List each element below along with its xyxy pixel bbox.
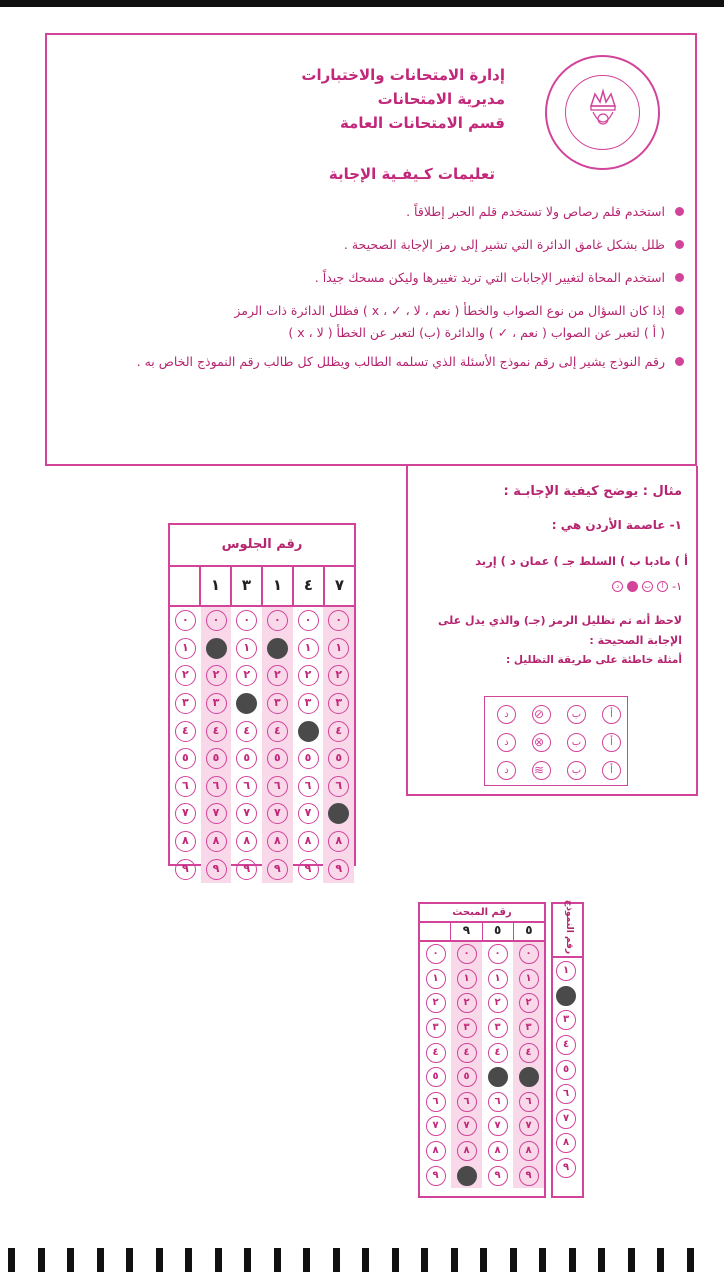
seat-bubble[interactable]: ٥ xyxy=(206,748,227,769)
seat-bubble[interactable]: ٢ xyxy=(328,665,349,686)
instruction-item: إذا كان السؤال من نوع الصواب والخطأ ( نعم ، لا ، ✓ ، x ) فظلل الدائرة ذات الرمز xyxy=(67,294,687,327)
research-bubble[interactable]: ٠ xyxy=(488,944,508,964)
research-digit-cell: ٥ xyxy=(482,921,513,940)
research-digit-cell: ٩ xyxy=(450,921,481,940)
seat-bubble[interactable]: ٩ xyxy=(206,859,227,880)
seat-bubble[interactable] xyxy=(298,721,319,742)
wrong-example-bubble xyxy=(532,761,551,780)
seat-bubble[interactable]: ٢ xyxy=(298,665,319,686)
wrong-mark-icon: ⊘ xyxy=(534,707,545,721)
seat-bubble[interactable]: ٣ xyxy=(267,693,288,714)
wrong-example-bubble: أ xyxy=(602,761,621,780)
wrong-example-row xyxy=(497,733,621,752)
timing-marks xyxy=(8,1248,694,1272)
instructions-box xyxy=(45,33,697,466)
wrong-example-bubble xyxy=(532,705,551,724)
seat-bubble[interactable]: ٠ xyxy=(206,610,227,631)
seat-bubble[interactable]: ١ xyxy=(298,638,319,659)
seat-bubble[interactable]: ٢ xyxy=(206,665,227,686)
wrong-example-bubble: أ xyxy=(602,705,621,724)
seat-bubble[interactable]: ٦ xyxy=(206,776,227,797)
seat-bubble[interactable]: ٦ xyxy=(175,776,196,797)
research-bubble[interactable]: ٤ xyxy=(457,1043,477,1063)
timing-mark xyxy=(215,1248,222,1272)
example-answer-label: ١- xyxy=(672,580,682,593)
wrong-mark-icon: ⊗ xyxy=(534,735,545,749)
research-bubble-column xyxy=(482,942,513,1188)
instructions-list xyxy=(67,195,687,378)
seat-bubble[interactable]: ٥ xyxy=(267,748,288,769)
model-bubble[interactable]: ٧ xyxy=(556,1109,576,1129)
seat-digit-cell: ١ xyxy=(199,565,230,605)
example-question: ١- عاصمة الأردن هي : xyxy=(551,518,682,532)
seat-bubble[interactable]: ٠ xyxy=(236,610,257,631)
answer-bubble[interactable] xyxy=(627,581,638,592)
research-bubble[interactable]: ١ xyxy=(426,969,446,989)
research-bubble[interactable]: ٦ xyxy=(426,1092,446,1112)
research-bubble[interactable]: ٨ xyxy=(488,1141,508,1161)
seat-bubble[interactable]: ٩ xyxy=(328,859,349,880)
seat-bubble[interactable]: ٧ xyxy=(236,803,257,824)
research-bubble-column xyxy=(420,942,451,1188)
model-number-bubbles xyxy=(556,959,576,1180)
timing-mark xyxy=(480,1248,487,1272)
timing-mark xyxy=(333,1248,340,1272)
model-bubble[interactable]: ٤ xyxy=(556,1035,576,1055)
wrong-example-row xyxy=(497,705,621,724)
seat-bubble[interactable]: ٧ xyxy=(267,803,288,824)
timing-mark xyxy=(274,1248,281,1272)
wrong-example-bubble: ب xyxy=(567,733,586,752)
model-number-grid xyxy=(551,899,584,1198)
seat-digit-cell: ٤ xyxy=(292,565,323,605)
seat-bubble[interactable] xyxy=(328,803,349,824)
wrong-mark-icon: ≋ xyxy=(534,763,545,777)
model-bubble[interactable]: ١ xyxy=(556,961,576,981)
research-bubble[interactable] xyxy=(519,1067,539,1087)
seat-bubble[interactable]: ٤ xyxy=(175,721,196,742)
research-bubble[interactable]: ٥ xyxy=(457,1067,477,1087)
seat-bubble[interactable]: ٨ xyxy=(298,831,319,852)
seat-bubble-column xyxy=(262,607,293,883)
top-bar xyxy=(0,0,724,7)
timing-mark xyxy=(539,1248,546,1272)
wrong-example-bubble xyxy=(532,733,551,752)
seat-bubble-column xyxy=(323,607,354,883)
timing-mark xyxy=(510,1248,517,1272)
header-line-1: إدارة الامتحانات والاختبارات xyxy=(301,66,505,84)
seat-bubble[interactable]: ٠ xyxy=(267,610,288,631)
timing-mark xyxy=(8,1248,15,1272)
timing-mark xyxy=(303,1248,310,1272)
timing-mark xyxy=(421,1248,428,1272)
seat-bubble[interactable]: ٦ xyxy=(236,776,257,797)
instruction-item: استخدم قلم رصاص ولا تستخدم قلم الحبر إطلاقاً . xyxy=(67,195,687,228)
instruction-item: استخدم المحاة لتغيير الإجابات التي تريد تغييرها وليكن مسحك جيداً . xyxy=(67,261,687,294)
seat-number-grid xyxy=(168,523,356,875)
research-bubble[interactable]: ٠ xyxy=(519,944,539,964)
instruction-item: رقم النوذج يشير إلى رقم نموذج الأسئلة الذي تسلمه الطالب ويظلل كل طالب رقم النموذج الخاص به . xyxy=(67,345,687,378)
header-line-3: قسم الامتحانات العامة xyxy=(339,114,505,132)
instruction-item: ظلل بشكل غامق الدائرة التي تشير إلى رمز الإجابة الصحيحة . xyxy=(67,228,687,261)
seat-bubble[interactable] xyxy=(236,693,257,714)
research-bubble[interactable]: ٨ xyxy=(426,1141,446,1161)
seat-bubble[interactable]: ٢ xyxy=(236,665,257,686)
seat-bubble[interactable]: ٦ xyxy=(267,776,288,797)
timing-mark xyxy=(687,1248,694,1272)
research-number-title: رقم المبحث xyxy=(420,904,544,923)
research-bubble[interactable]: ٣ xyxy=(519,1018,539,1038)
bullet-icon xyxy=(675,240,684,249)
seat-bubble[interactable]: ٠ xyxy=(298,610,319,631)
seat-bubble[interactable]: ١ xyxy=(328,638,349,659)
bullet-icon xyxy=(675,306,684,315)
timing-mark xyxy=(185,1248,192,1272)
research-number-bubbles xyxy=(420,942,544,1188)
bullet-icon xyxy=(675,273,684,282)
timing-mark xyxy=(38,1248,45,1272)
seat-bubble[interactable]: ٩ xyxy=(236,859,257,880)
research-bubble[interactable]: ٨ xyxy=(519,1141,539,1161)
research-bubble[interactable]: ٤ xyxy=(426,1043,446,1063)
seat-bubble[interactable]: ٧ xyxy=(206,803,227,824)
wrong-example-row xyxy=(497,761,621,780)
research-digit-cell xyxy=(420,921,450,940)
seat-number-bubbles xyxy=(170,607,354,883)
timing-mark xyxy=(628,1248,635,1272)
timing-mark xyxy=(126,1248,133,1272)
seat-bubble[interactable] xyxy=(206,638,227,659)
research-bubble[interactable]: ٧ xyxy=(457,1116,477,1136)
research-bubble[interactable]: ٨ xyxy=(457,1141,477,1161)
seat-bubble[interactable]: ٢ xyxy=(175,665,196,686)
seat-bubble[interactable]: ٣ xyxy=(206,693,227,714)
research-bubble[interactable]: ٢ xyxy=(426,993,446,1013)
seat-bubble[interactable]: ٠ xyxy=(175,610,196,631)
research-bubble[interactable]: ٧ xyxy=(519,1116,539,1136)
research-bubble[interactable]: ٠ xyxy=(426,944,446,964)
timing-mark xyxy=(156,1248,163,1272)
seat-bubble[interactable]: ٣ xyxy=(298,693,319,714)
research-bubble[interactable]: ١ xyxy=(457,969,477,989)
example-answer-row xyxy=(612,580,682,593)
seat-bubble[interactable]: ١ xyxy=(236,638,257,659)
research-bubble[interactable]: ٠ xyxy=(457,944,477,964)
crown-icon xyxy=(586,88,620,134)
seat-digit-cell: ٧ xyxy=(323,565,354,605)
research-number-digits xyxy=(420,921,544,942)
seat-bubble[interactable]: ٧ xyxy=(298,803,319,824)
model-bubble[interactable]: ٩ xyxy=(556,1158,576,1178)
seat-bubble[interactable]: ٣ xyxy=(328,693,349,714)
timing-mark xyxy=(657,1248,664,1272)
timing-mark xyxy=(451,1248,458,1272)
research-bubble[interactable]: ٣ xyxy=(457,1018,477,1038)
timing-mark xyxy=(97,1248,104,1272)
seat-bubble[interactable]: ٤ xyxy=(206,721,227,742)
research-bubble[interactable] xyxy=(457,1166,477,1186)
seat-bubble[interactable]: ٥ xyxy=(298,748,319,769)
seat-number-digits xyxy=(170,565,354,607)
research-bubble[interactable] xyxy=(488,1067,508,1087)
research-number-grid xyxy=(418,902,546,1198)
seat-bubble-column xyxy=(231,607,262,883)
instructions-title: تعليمات كـيفـية الإجابة xyxy=(328,165,495,183)
seat-bubble-column xyxy=(293,607,324,883)
wrong-example-bubble: ب xyxy=(567,705,586,724)
research-bubble[interactable]: ٦ xyxy=(519,1092,539,1112)
research-bubble-column xyxy=(451,942,482,1188)
seat-bubble[interactable]: ٠ xyxy=(328,610,349,631)
research-bubble[interactable]: ٤ xyxy=(488,1043,508,1063)
research-bubble[interactable]: ٢ xyxy=(519,993,539,1013)
research-bubble[interactable]: ٩ xyxy=(488,1166,508,1186)
research-bubble-column xyxy=(513,942,544,1188)
seat-bubble[interactable] xyxy=(267,638,288,659)
header-line-2: مديرية الامتحانات xyxy=(377,90,505,108)
timing-mark xyxy=(392,1248,399,1272)
model-number-title: رقم النموذج xyxy=(564,899,574,955)
research-bubble[interactable]: ٧ xyxy=(426,1116,446,1136)
research-bubble[interactable]: ٩ xyxy=(426,1166,446,1186)
seat-bubble[interactable]: ٨ xyxy=(328,831,349,852)
seat-bubble[interactable]: ٣ xyxy=(175,693,196,714)
seat-bubble[interactable]: ٧ xyxy=(175,803,196,824)
instruction-continuation: ( أ ) لتعبر عن الصواب ( نعم ، ✓ ) والدائرة (ب) لتعبر عن الخطأ ( لا ، x ) xyxy=(288,325,665,340)
seat-bubble[interactable]: ٩ xyxy=(298,859,319,880)
research-bubble[interactable]: ٦ xyxy=(457,1092,477,1112)
seat-bubble[interactable]: ٦ xyxy=(328,776,349,797)
research-bubble[interactable]: ٤ xyxy=(519,1043,539,1063)
seat-bubble-column xyxy=(201,607,232,883)
seat-digit-cell xyxy=(170,565,199,605)
research-bubble[interactable]: ٥ xyxy=(426,1067,446,1087)
seat-bubble[interactable]: ٤ xyxy=(328,721,349,742)
seat-bubble[interactable]: ٨ xyxy=(236,831,257,852)
model-bubble[interactable] xyxy=(556,986,576,1006)
wrong-examples-title: أمثلة خاطئة على طريقة التظليل : xyxy=(506,654,682,666)
seat-digit-cell: ١ xyxy=(261,565,292,605)
example-title: مثال : يوضح كيفية الإجابـة : xyxy=(503,484,682,499)
timing-mark xyxy=(67,1248,74,1272)
seat-number-title: رقم الجلوس xyxy=(170,525,354,567)
model-bubble[interactable]: ٦ xyxy=(556,1084,576,1104)
wrong-example-bubble: أ xyxy=(602,733,621,752)
ministry-seal-icon xyxy=(545,55,660,170)
seat-digit-cell: ٣ xyxy=(230,565,261,605)
research-bubble[interactable]: ١ xyxy=(519,969,539,989)
research-bubble[interactable]: ٣ xyxy=(488,1018,508,1038)
research-bubble[interactable]: ٦ xyxy=(488,1092,508,1112)
seat-bubble[interactable]: ٨ xyxy=(267,831,288,852)
seat-bubble[interactable]: ٤ xyxy=(267,721,288,742)
wrong-example-bubble: د xyxy=(497,733,516,752)
seat-bubble[interactable]: ٥ xyxy=(175,748,196,769)
wrong-example-bubble: د xyxy=(497,705,516,724)
research-bubble[interactable]: ٩ xyxy=(519,1166,539,1186)
research-bubble[interactable]: ١ xyxy=(488,969,508,989)
seat-bubble[interactable]: ٩ xyxy=(175,859,196,880)
bullet-icon xyxy=(675,207,684,216)
answer-bubble[interactable]: د xyxy=(612,581,623,592)
example-options: أ ) مادبا ب ) السلط جـ ) عمان د ) إربد xyxy=(475,554,688,568)
timing-mark xyxy=(362,1248,369,1272)
seat-bubble[interactable]: ٨ xyxy=(206,831,227,852)
seat-bubble[interactable]: ٩ xyxy=(267,859,288,880)
timing-mark xyxy=(569,1248,576,1272)
example-box xyxy=(406,466,698,796)
research-bubble[interactable]: ٢ xyxy=(457,993,477,1013)
research-bubble[interactable]: ٢ xyxy=(488,993,508,1013)
wrong-example-bubble: ب xyxy=(567,761,586,780)
seat-bubble[interactable]: ٥ xyxy=(328,748,349,769)
timing-mark xyxy=(244,1248,251,1272)
answer-bubble[interactable]: ب xyxy=(642,581,653,592)
wrong-example-bubble: د xyxy=(497,761,516,780)
seat-bubble[interactable]: ١ xyxy=(175,638,196,659)
timing-mark xyxy=(598,1248,605,1272)
bullet-icon xyxy=(675,357,684,366)
seat-bubble[interactable]: ٤ xyxy=(236,721,257,742)
model-bubble[interactable]: ٣ xyxy=(556,1010,576,1030)
wrong-examples-box xyxy=(484,696,628,786)
seat-bubble[interactable]: ٢ xyxy=(267,665,288,686)
model-bubble[interactable]: ٥ xyxy=(556,1060,576,1080)
seat-bubble-column xyxy=(170,607,201,883)
seat-bubble[interactable]: ٥ xyxy=(236,748,257,769)
research-bubble[interactable]: ٧ xyxy=(488,1116,508,1136)
model-bubble[interactable]: ٨ xyxy=(556,1133,576,1153)
header-titles xyxy=(301,63,505,135)
answer-bubble[interactable]: أ xyxy=(657,581,668,592)
research-digit-cell: ٥ xyxy=(513,921,544,940)
research-bubble[interactable]: ٣ xyxy=(426,1018,446,1038)
seat-bubble[interactable]: ٦ xyxy=(298,776,319,797)
example-note: لاحظ أنه تم تظليل الرمز (جـ) والذي يدل على الإجابة الصحيحة : xyxy=(438,614,682,647)
seat-bubble[interactable]: ٨ xyxy=(175,831,196,852)
